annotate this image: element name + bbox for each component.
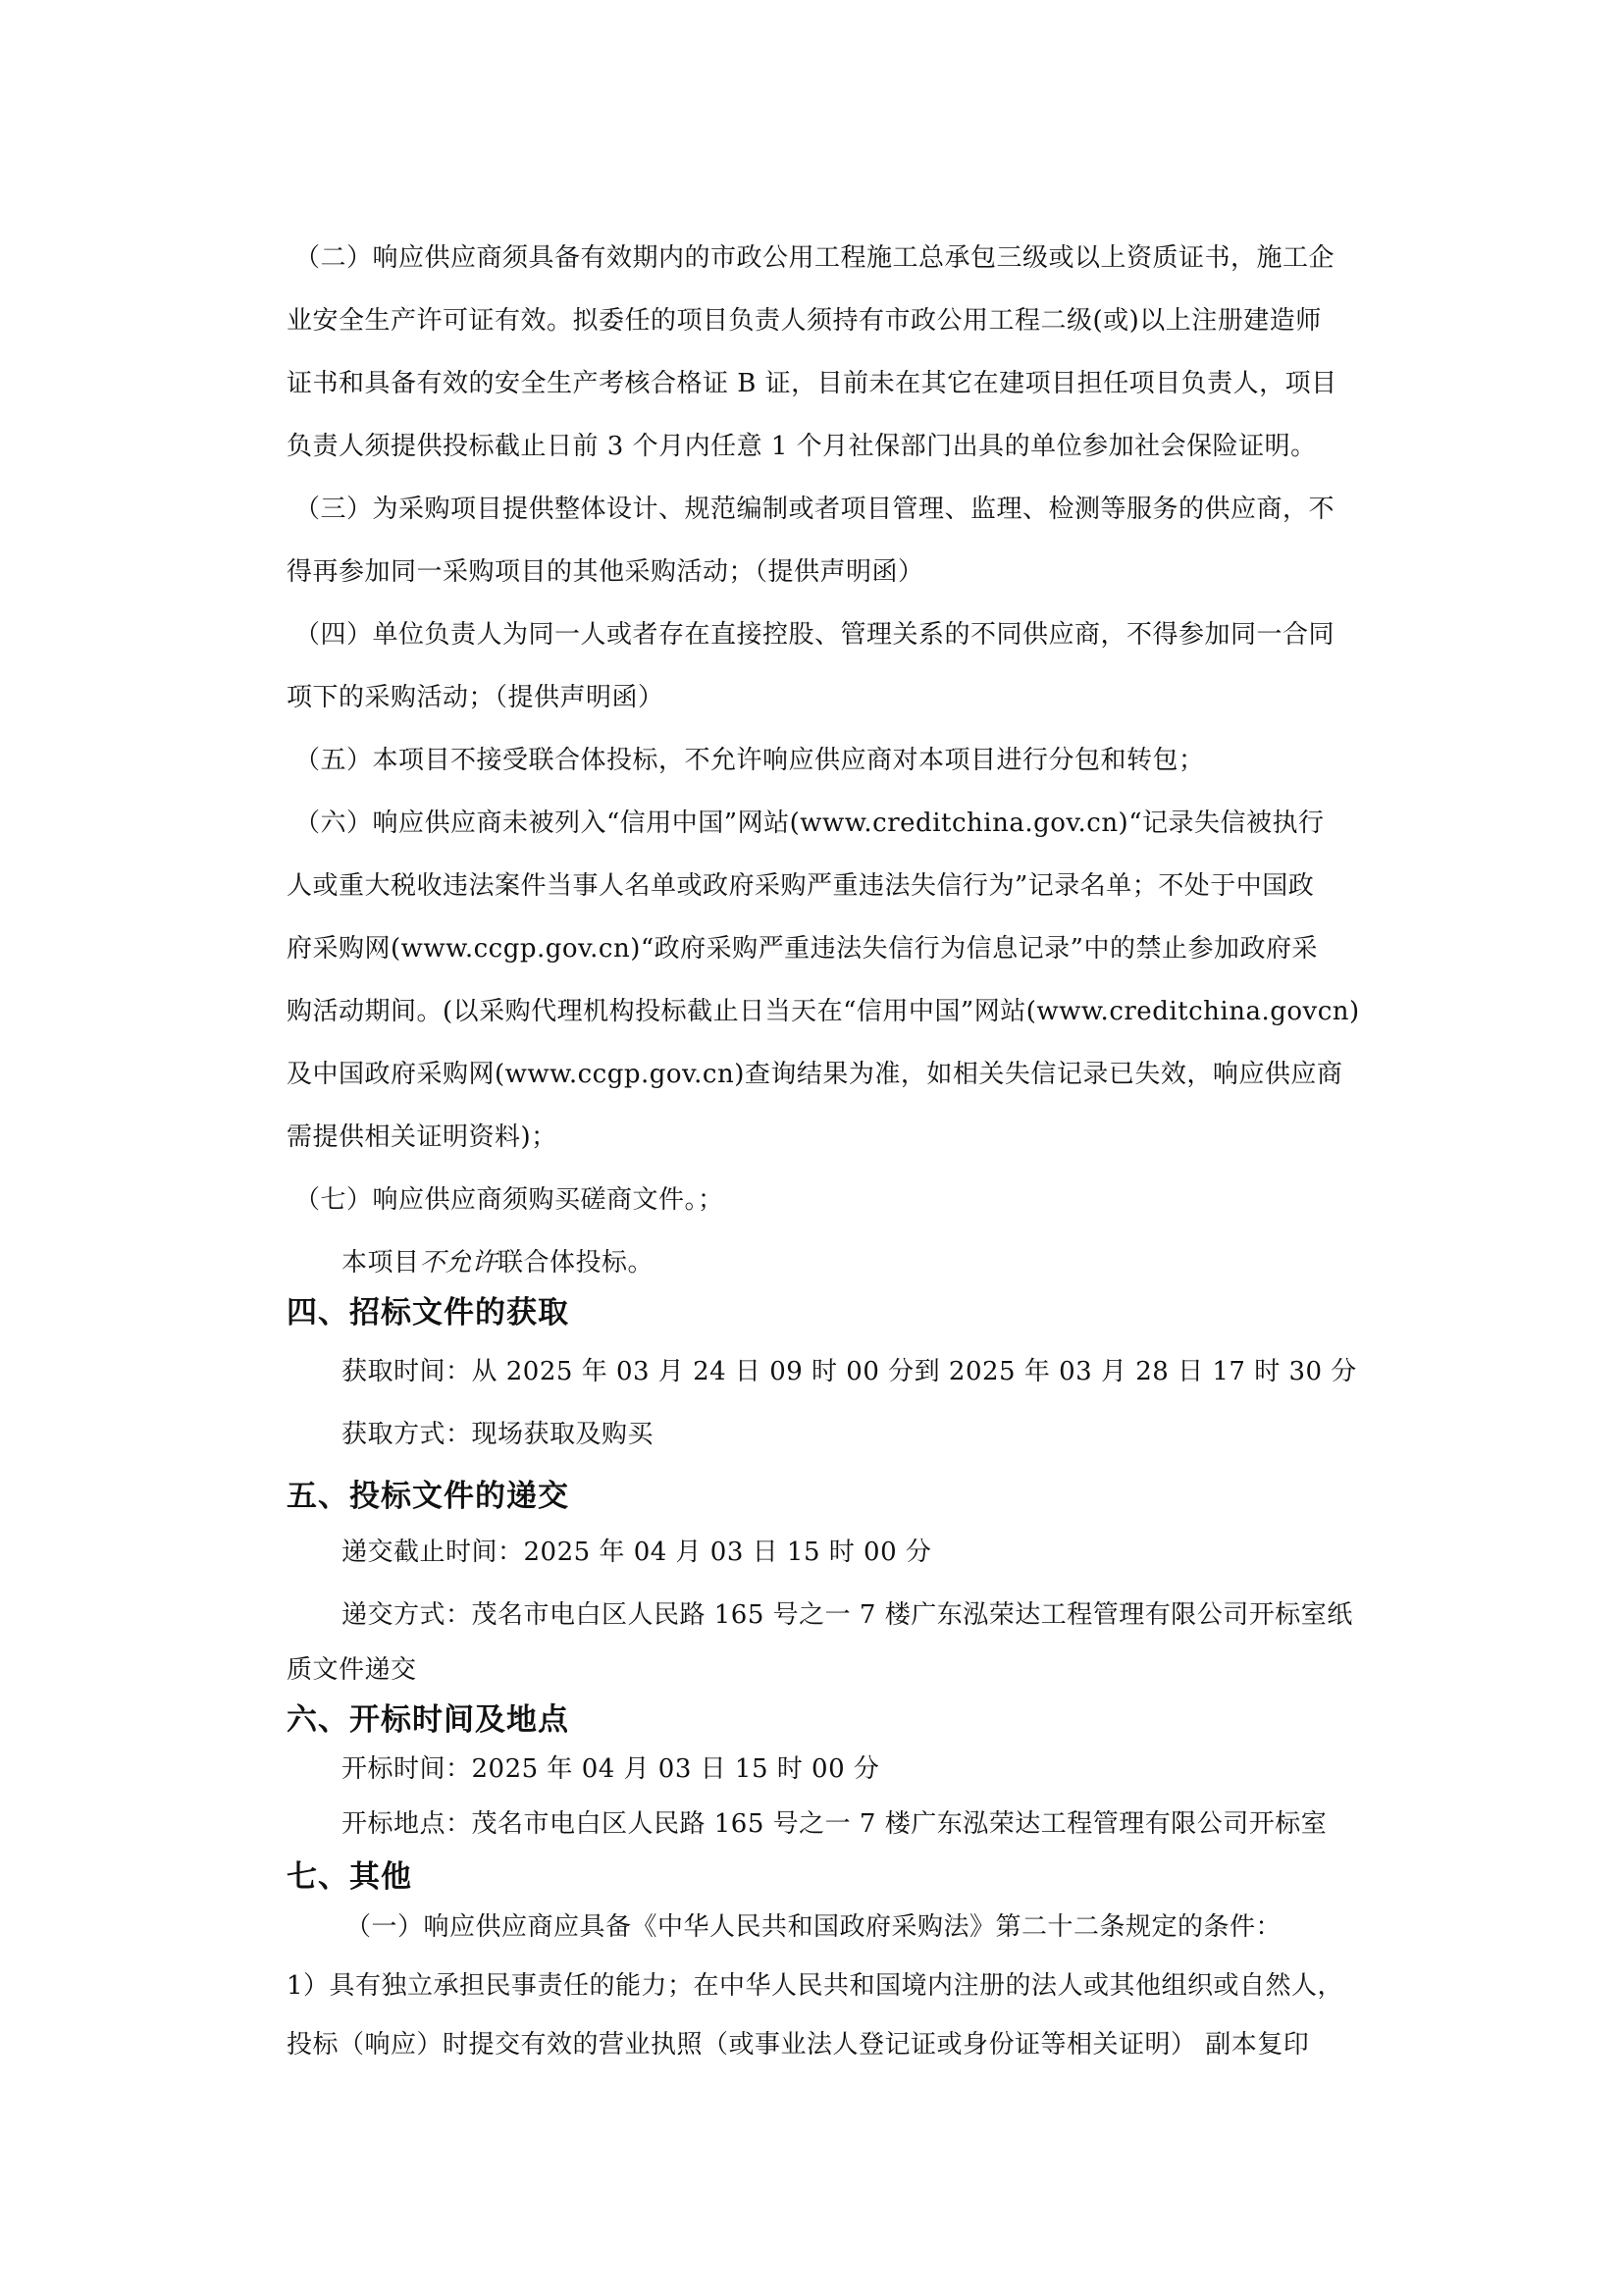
section-4-heading: 四、招标文件的获取 xyxy=(287,1295,569,1331)
section-7-item-1: （一）响应供应商应具备《中华人民共和国政府采购法》第二十二条规定的条件： xyxy=(345,1912,1283,1942)
qual-6-line-6: 需提供相关证明资料)； xyxy=(287,1122,557,1152)
qual-6-line-5: 及中国政府采购网(www.ccgp.gov.cn)查询结果为准，如相关失信记录已失效，响应供应商 xyxy=(287,1060,1343,1089)
qual-6-line-1: （六）响应供应商未被列入“信用中国”网站(www.creditchina.gov.cn)“记录失信被执行 xyxy=(294,809,1325,838)
qual-6-line-3: 府采购网(www.ccgp.gov.cn)“政府采购严重违法失信行为信息记录”中的禁止参加政府采 xyxy=(287,934,1318,964)
qual-3-line-1: （三）为采购项目提供整体设计、规范编制或者项目管理、监理、检测等服务的供应商，不 xyxy=(294,495,1335,524)
section-5-method-line-1: 递交方式：茂名市电白区人民路 165 号之一 7 楼广东泓荣达工程管理有限公司开标室纸 xyxy=(341,1600,1353,1630)
section-6-time: 开标时间：2025 年 04 月 03 日 15 时 00 分 xyxy=(341,1754,880,1784)
section-7-sub-1-line-2: 投标（响应）时提交有效的营业执照（或事业法人登记证或身份证等相关证明） 副本复印 xyxy=(287,2030,1310,2060)
section-6-heading: 六、开标时间及地点 xyxy=(287,1702,569,1738)
section-4-method: 获取方式：现场获取及购买 xyxy=(341,1420,654,1449)
section-7-sub-1-line-1: 1）具有独立承担民事责任的能力；在中华人民共和国境内注册的法人或其他组织或自然人， xyxy=(287,1971,1344,2001)
section-5-heading: 五、投标文件的递交 xyxy=(287,1479,569,1514)
qual-4-line-1: （四）单位负责人为同一人或者存在直接控股、管理关系的不同供应商，不得参加同一合同 xyxy=(294,620,1335,650)
qual-6-line-2: 人或重大税收违法案件当事人名单或政府采购严重违法失信行为”记录名单；不处于中国政 xyxy=(287,871,1315,901)
consortium-before: 本项目 xyxy=(341,1248,420,1278)
qual-2-line-3: 证书和具备有效的安全生产考核合格证 B 证，目前未在其它在建项目担任项目负责人，项目 xyxy=(287,369,1337,398)
consortium-emphasis: 不允许 xyxy=(419,1248,498,1278)
section-5-deadline: 递交截止时间：2025 年 04 月 03 日 15 时 00 分 xyxy=(341,1538,932,1567)
consortium-note xyxy=(341,1245,654,1280)
section-6-place: 开标地点：茂名市电白区人民路 165 号之一 7 楼广东泓荣达工程管理有限公司开标室 xyxy=(341,1809,1328,1839)
section-5-method-line-2: 质文件递交 xyxy=(287,1655,417,1685)
qual-2-line-1: （二）响应供应商须具备有效期内的市政公用工程施工总承包三级或以上资质证书，施工企 xyxy=(294,243,1335,273)
qual-4-line-2: 项下的采购活动；（提供声明函） xyxy=(287,683,664,712)
section-7-heading: 七、其他 xyxy=(287,1859,412,1895)
qual-2-line-2: 业安全生产许可证有效。拟委任的项目负责人须持有市政公用工程二级(或)以上注册建造师 xyxy=(287,306,1322,336)
qual-5-line-1: （五）本项目不接受联合体投标，不允许响应供应商对本项目进行分包和转包； xyxy=(294,746,1205,775)
section-4-time: 获取时间：从 2025 年 03 月 24 日 09 时 00 分到 2025 年 03 月 28 日 17 时 30 分 xyxy=(341,1357,1357,1386)
qual-7-line-1: （七）响应供应商须购买磋商文件。； xyxy=(294,1185,724,1215)
qual-3-line-2: 得再参加同一采购项目的其他采购活动；（提供声明函） xyxy=(287,557,924,587)
qual-2-line-4: 负责人须提供投标截止日前 3 个月内任意 1 个月社保部门出具的单位参加社会保险证明。 xyxy=(287,432,1317,461)
qual-6-line-4: 购活动期间。(以采购代理机构投标截止日当天在“信用中国”网站(www.creditchina.govcn) xyxy=(287,997,1360,1026)
consortium-after: 联合体投标。 xyxy=(497,1248,654,1278)
